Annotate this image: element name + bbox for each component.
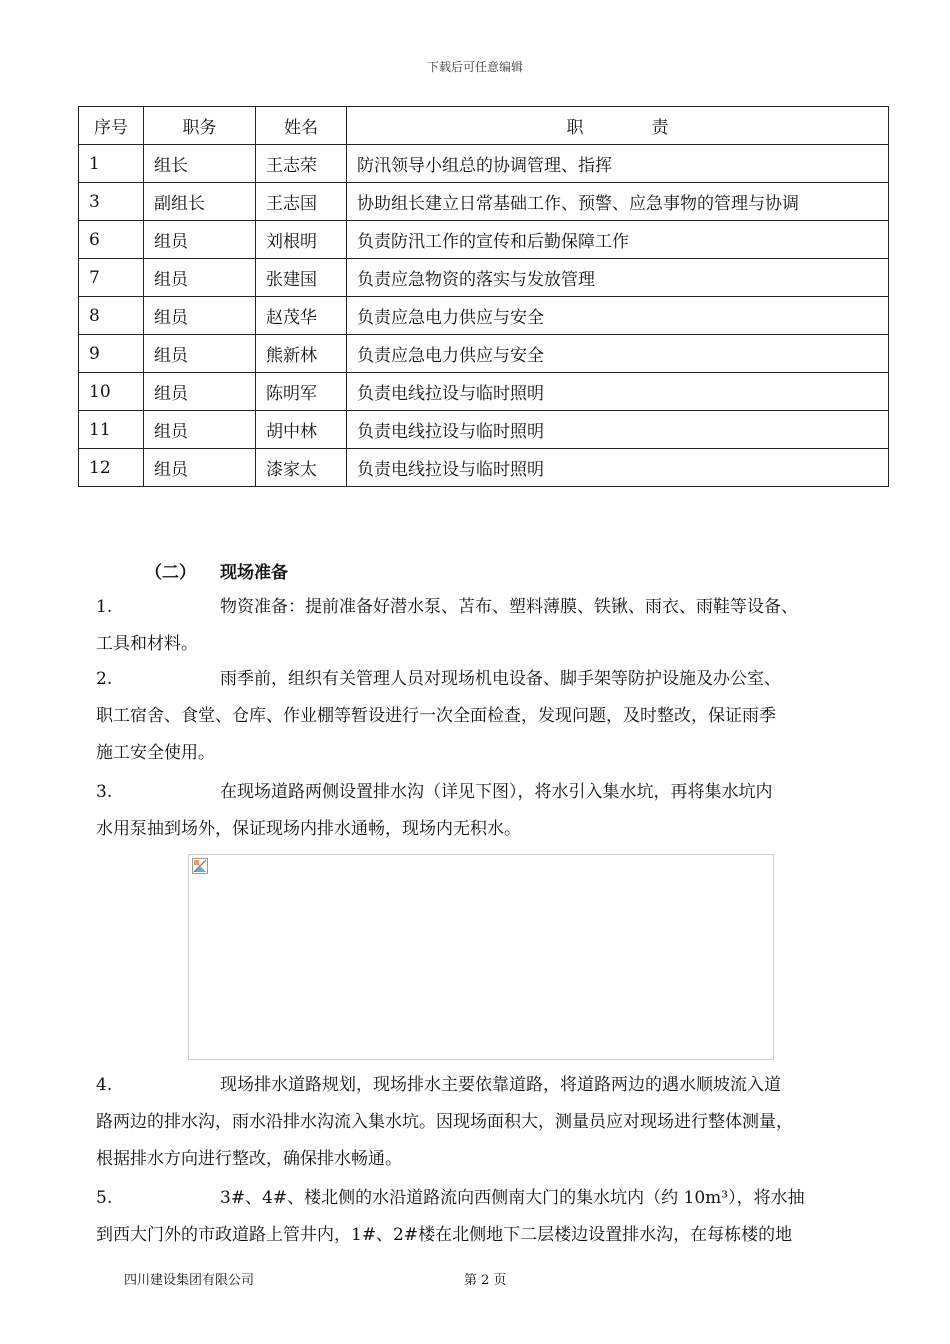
cell-duty: 负责防汛工作的宣传和后勤保障工作 <box>347 221 889 259</box>
cell-name: 胡中林 <box>256 411 347 449</box>
page-header-note: 下载后可任意编辑 <box>426 60 523 74</box>
cell-name: 赵茂华 <box>256 297 347 335</box>
cell-name: 漆家太 <box>256 449 347 487</box>
cell-position: 组员 <box>144 259 256 297</box>
section-title-text: 现场准备 <box>220 563 288 583</box>
section-number: （二） <box>145 563 196 583</box>
table-row <box>79 373 889 411</box>
paragraph-line: 3#、4#、楼北侧的水沿道路流向西侧南大门的集水坑内（约 10m³），将水抽 <box>220 1188 805 1208</box>
cell-name: 刘根明 <box>256 221 347 259</box>
broken-image-icon <box>192 858 208 874</box>
paragraph-index: 2. <box>96 669 113 689</box>
cell-index: 1 <box>79 145 144 183</box>
table-row <box>79 449 889 487</box>
paragraph-3 <box>96 774 890 848</box>
cell-position: 组员 <box>144 373 256 411</box>
paragraph-1 <box>96 589 890 663</box>
cell-position: 组员 <box>144 335 256 373</box>
paragraph-line: 职工宿舍、食堂、仓库、作业棚等暂设进行一次全面检查，发现问题，及时整改，保证雨季 <box>96 706 776 726</box>
cell-name: 王志荣 <box>256 145 347 183</box>
paragraph-line: 根据排水方向进行整改，确保排水畅通。 <box>96 1149 402 1169</box>
header-cell-index: 序号 <box>79 107 144 145</box>
paragraph-2 <box>96 661 890 772</box>
paragraph-line: 水用泵抽到场外，保证现场内排水通畅，现场内无积水。 <box>96 819 521 839</box>
cell-position: 组员 <box>144 411 256 449</box>
cell-duty: 负责电线拉设与临时照明 <box>347 411 889 449</box>
table-row <box>79 259 889 297</box>
paragraph-line: 物资准备：提前准备好潜水泵、苫布、塑料薄膜、铁锹、雨衣、雨鞋等设备、 <box>220 597 798 617</box>
paragraph-line: 路两边的排水沟，雨水沿排水沟流入集水坑。因现场面积大，测量员应对现场进行整体测量， <box>96 1112 793 1132</box>
cell-duty: 负责应急物资的落实与发放管理 <box>347 259 889 297</box>
footer-company: 四川建设集团有限公司 <box>124 1273 255 1288</box>
cell-position: 组长 <box>144 145 256 183</box>
cell-name: 张建国 <box>256 259 347 297</box>
paragraph-line: 施工安全使用。 <box>96 743 215 763</box>
paragraph-index: 5. <box>96 1188 113 1208</box>
paragraph-index: 1. <box>96 597 113 617</box>
cell-index: 9 <box>79 335 144 373</box>
footer-page-number: 第 2 页 <box>464 1273 507 1288</box>
table-row <box>79 145 889 183</box>
paragraph-line: 到西大门外的市政道路上管井内，1#、2#楼在北侧地下二层楼边设置排水沟，在每栋楼的地 <box>96 1225 793 1245</box>
cell-duty: 负责电线拉设与临时照明 <box>347 373 889 411</box>
section-title <box>145 558 288 583</box>
header-cell-position: 职务 <box>144 107 256 145</box>
cell-duty: 负责应急电力供应与安全 <box>347 297 889 335</box>
paragraph-line: 工具和材料。 <box>96 634 198 654</box>
paragraph-line: 雨季前，组织有关管理人员对现场机电设备、脚手架等防护设施及办公室、 <box>220 669 781 689</box>
table-row <box>79 335 889 373</box>
cell-index: 12 <box>79 449 144 487</box>
cell-duty: 协助组长建立日常基础工作、预警、应急事物的管理与协调 <box>347 183 889 221</box>
paragraph-index: 4. <box>96 1075 113 1095</box>
table-row <box>79 183 889 221</box>
cell-position: 副组长 <box>144 183 256 221</box>
cell-position: 组员 <box>144 297 256 335</box>
table-row <box>79 221 889 259</box>
cell-index: 7 <box>79 259 144 297</box>
cell-position: 组员 <box>144 449 256 487</box>
paragraph-line: 现场排水道路规划，现场排水主要依靠道路，将道路两边的遇水顺坡流入道 <box>220 1075 781 1095</box>
drainage-diagram-placeholder <box>188 854 774 1060</box>
cell-index: 10 <box>79 373 144 411</box>
header-cell-duty: 职 责 <box>347 107 889 145</box>
cell-index: 6 <box>79 221 144 259</box>
cell-duty: 防汛领导小组总的协调管理、指挥 <box>347 145 889 183</box>
paragraph-4 <box>96 1067 890 1178</box>
table-row <box>79 411 889 449</box>
cell-index: 3 <box>79 183 144 221</box>
paragraph-line: 在现场道路两侧设置排水沟（详见下图），将水引入集水坑，再将集水坑内 <box>220 782 773 802</box>
cell-name: 王志国 <box>256 183 347 221</box>
cell-index: 8 <box>79 297 144 335</box>
duty-table <box>78 106 889 487</box>
paragraph-index: 3. <box>96 782 113 802</box>
header-cell-name: 姓名 <box>256 107 347 145</box>
cell-position: 组员 <box>144 221 256 259</box>
table-header-row <box>79 107 889 145</box>
cell-duty: 负责电线拉设与临时照明 <box>347 449 889 487</box>
cell-duty: 负责应急电力供应与安全 <box>347 335 889 373</box>
cell-name: 熊新林 <box>256 335 347 373</box>
paragraph-5 <box>96 1180 890 1254</box>
table-row <box>79 297 889 335</box>
cell-name: 陈明军 <box>256 373 347 411</box>
cell-index: 11 <box>79 411 144 449</box>
